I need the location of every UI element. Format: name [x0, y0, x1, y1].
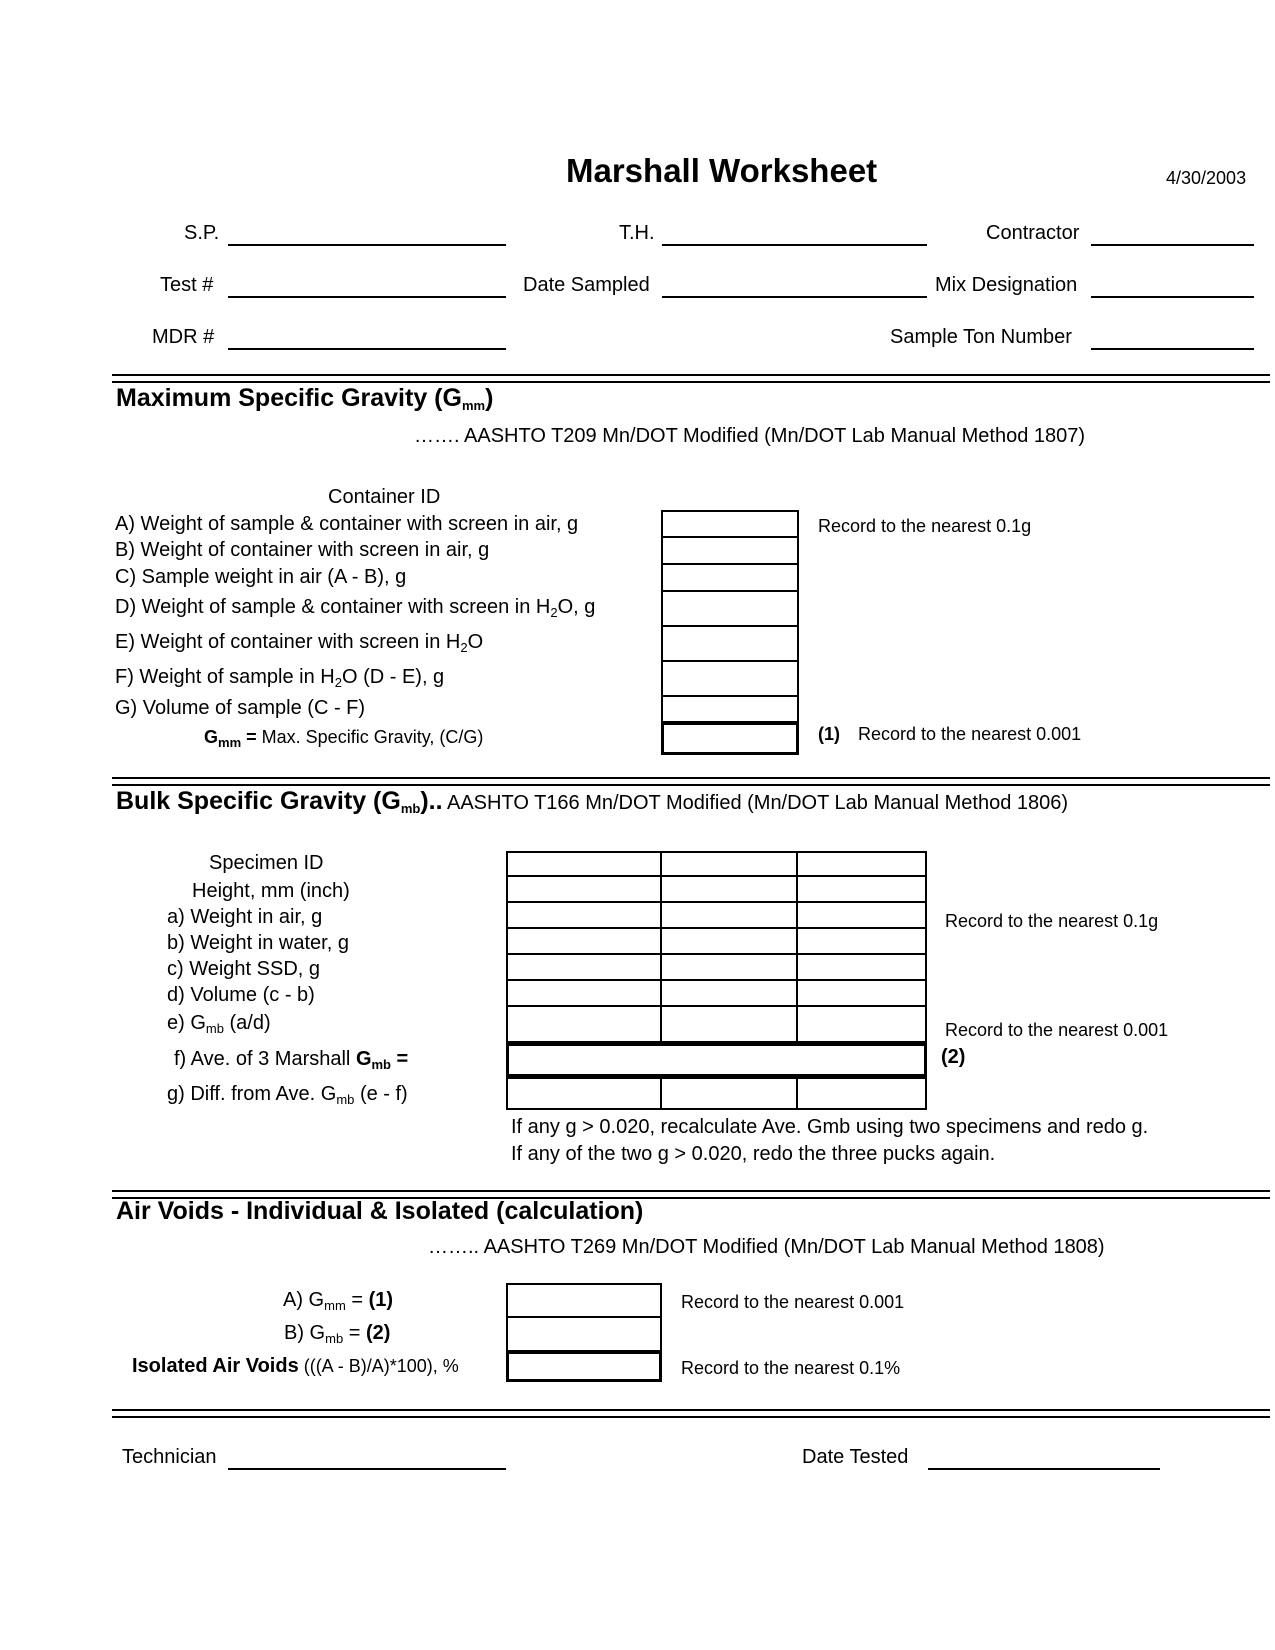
gmb-row-c: c) Weight SSD, g	[167, 958, 321, 980]
date-tested-field[interactable]	[928, 1468, 1160, 1470]
mdr-field[interactable]	[228, 348, 506, 350]
gmb-heading: Bulk Specific Gravity $(G_{mb})$.. AASHTO T166 Mn/DOT Modified (Mn/DOT Lab Manual Method 1806)	[116, 787, 1069, 816]
gmm-note-01g: Record to the nearest 0.1g	[818, 516, 1032, 536]
gmb-cell-diff-3[interactable]	[798, 1077, 927, 1110]
container-id-label: Container ID	[328, 486, 441, 508]
gmm-input-b[interactable]	[661, 538, 799, 565]
gmb-cell-volume-1[interactable]	[506, 981, 662, 1007]
gmb-cell-diff-1[interactable]	[506, 1077, 662, 1110]
date-tested-label: Date Tested	[802, 1446, 909, 1468]
voids-row-b: B) $G_{mb} = (2)$	[284, 1322, 391, 1346]
section-divider	[112, 1409, 1270, 1418]
voids-input-a[interactable]	[506, 1283, 662, 1318]
voids-input-b[interactable]	[506, 1318, 662, 1352]
gmb-cell-gmb-1[interactable]	[506, 1007, 662, 1043]
gmb-cell-weight-air-2[interactable]	[662, 903, 798, 929]
gmm-heading: Maximum Specific Gravity $(G_{mm})$	[116, 384, 494, 413]
mix-designation-label: Mix Designation	[935, 274, 1078, 296]
voids-note-01p: Record to the nearest 0.1%	[681, 1358, 901, 1378]
voids-result-box[interactable]	[506, 1351, 662, 1382]
test-label: Test #	[160, 274, 214, 296]
mix-designation-field[interactable]	[1091, 296, 1254, 298]
voids-heading: Air Voids - Individual & Isolated (calculation)	[116, 1197, 644, 1225]
section-divider	[112, 374, 1270, 383]
contractor-label: Contractor	[986, 222, 1080, 244]
gmb-cell-volume-2[interactable]	[662, 981, 798, 1007]
gmm-input-e[interactable]	[661, 627, 799, 662]
gmb-cell-specimen-id-2[interactable]	[662, 851, 798, 877]
contractor-field[interactable]	[1091, 244, 1254, 246]
gmb-cell-diff-2[interactable]	[662, 1077, 798, 1110]
gmm-input-d[interactable]	[661, 592, 799, 627]
gmb-cell-volume-3[interactable]	[798, 981, 927, 1007]
gmb-cell-gmb-2[interactable]	[662, 1007, 798, 1043]
gmb-cell-height-3[interactable]	[798, 877, 927, 903]
gmb-cell-weight-water-3[interactable]	[798, 929, 927, 955]
gmb-row-b: b) Weight in water, g	[167, 932, 349, 954]
gmb-note-001: Record to the nearest 0.001	[945, 1020, 1169, 1040]
voids-note-001: Record to the nearest 0.001	[681, 1292, 905, 1312]
gmm-note-001: Record to the nearest 0.001	[858, 724, 1082, 744]
gmb-row-f: f) Ave. of 3 Marshall $G_{mb}$ =	[174, 1048, 409, 1072]
gmm-input-f[interactable]	[661, 662, 799, 697]
voids-method: …….. AASHTO T269 Mn/DOT Modified (Mn/DOT Lab Manual Method 1808)	[428, 1236, 1105, 1258]
sample-ton-field[interactable]	[1091, 348, 1254, 350]
gmb-cell-weight-ssd-2[interactable]	[662, 955, 798, 981]
gmm-row-e: E) Weight of container with screen in $H_2O$	[115, 631, 484, 655]
gmm-result-box[interactable]	[661, 722, 799, 755]
gmm-input-c[interactable]	[661, 565, 799, 592]
sp-label: S.P.	[184, 222, 220, 244]
sample-ton-label: Sample Ton Number	[890, 326, 1072, 348]
section-divider	[112, 777, 1270, 786]
gmb-cell-height-1[interactable]	[506, 877, 662, 903]
gmm-row-d: D) Weight of sample & container with screen in $H_2O$, g	[115, 596, 596, 620]
specimen-id-label: Specimen ID	[209, 852, 324, 874]
th-field[interactable]	[662, 244, 927, 246]
gmb-average-box[interactable]	[506, 1043, 927, 1077]
gmb-cell-weight-ssd-1[interactable]	[506, 955, 662, 981]
gmb-cell-weight-air-3[interactable]	[798, 903, 927, 929]
gmb-warning-2: If any of the two g > 0.020, redo the three pucks again.	[511, 1143, 996, 1165]
th-label: T.H.	[619, 222, 655, 244]
gmb-row-e: e) $G_{mb}$ (a/d)	[167, 1012, 271, 1036]
gmm-input-g[interactable]	[661, 697, 799, 723]
isolated-air-voids-label: Isolated Air Voids (((A - B)/A)*100), %	[132, 1355, 459, 1377]
gmb-cell-specimen-id-1[interactable]	[506, 851, 662, 877]
gmb-cell-gmb-3[interactable]	[798, 1007, 927, 1043]
gmb-ref-2: (2)	[941, 1046, 966, 1068]
gmb-row-d: d) Volume (c - b)	[167, 984, 315, 1006]
gmm-row-c: C) Sample weight in air (A - B), g	[115, 566, 407, 588]
gmm-method: ……. AASHTO T209 Mn/DOT Modified (Mn/DOT Lab Manual Method 1807)	[414, 425, 1086, 447]
gmm-row-g: G) Volume of sample (C - F)	[115, 697, 366, 719]
gmb-row-a: a) Weight in air, g	[167, 906, 323, 928]
technician-field[interactable]	[228, 1468, 506, 1470]
gmb-warning-1: If any g > 0.020, recalculate Ave. Gmb using two specimens and redo g.	[511, 1116, 1149, 1138]
technician-label: Technician	[122, 1446, 217, 1468]
gmm-row-a: A) Weight of sample & container with screen in air, g	[115, 513, 579, 535]
voids-row-a: A) $G_{mm} = (1)$	[283, 1289, 394, 1313]
gmm-input-a[interactable]	[661, 510, 799, 538]
gmb-cell-weight-water-2[interactable]	[662, 929, 798, 955]
revision-date: 4/30/2003	[1166, 168, 1247, 188]
date-sampled-field[interactable]	[662, 296, 927, 298]
gmb-note-01g: Record to the nearest 0.1g	[945, 911, 1159, 931]
sp-field[interactable]	[228, 244, 506, 246]
gmb-cell-weight-water-1[interactable]	[506, 929, 662, 955]
gmb-cell-height-2[interactable]	[662, 877, 798, 903]
gmb-cell-weight-air-1[interactable]	[506, 903, 662, 929]
gmb-cell-weight-ssd-3[interactable]	[798, 955, 927, 981]
gmb-row-g: g) Diff. from Ave. $G_{mb}$ (e - f)	[167, 1083, 408, 1107]
gmb-cell-specimen-id-3[interactable]	[798, 851, 927, 877]
gmm-row-b: B) Weight of container with screen in air, g	[115, 539, 490, 561]
gmm-ref-1: (1)	[818, 724, 840, 744]
gmm-row-f: F) Weight of sample in $H_2O$ (D - E), g	[115, 666, 445, 690]
page-title: Marshall Worksheet	[566, 152, 878, 189]
gmm-result-label: $G_{mm}$ = Max. Specific Gravity, (C/G)	[204, 727, 484, 750]
test-field[interactable]	[228, 296, 506, 298]
gmb-height-label: Height, mm (inch)	[192, 880, 350, 902]
date-sampled-label: Date Sampled	[523, 274, 650, 296]
mdr-label: MDR #	[152, 326, 215, 348]
